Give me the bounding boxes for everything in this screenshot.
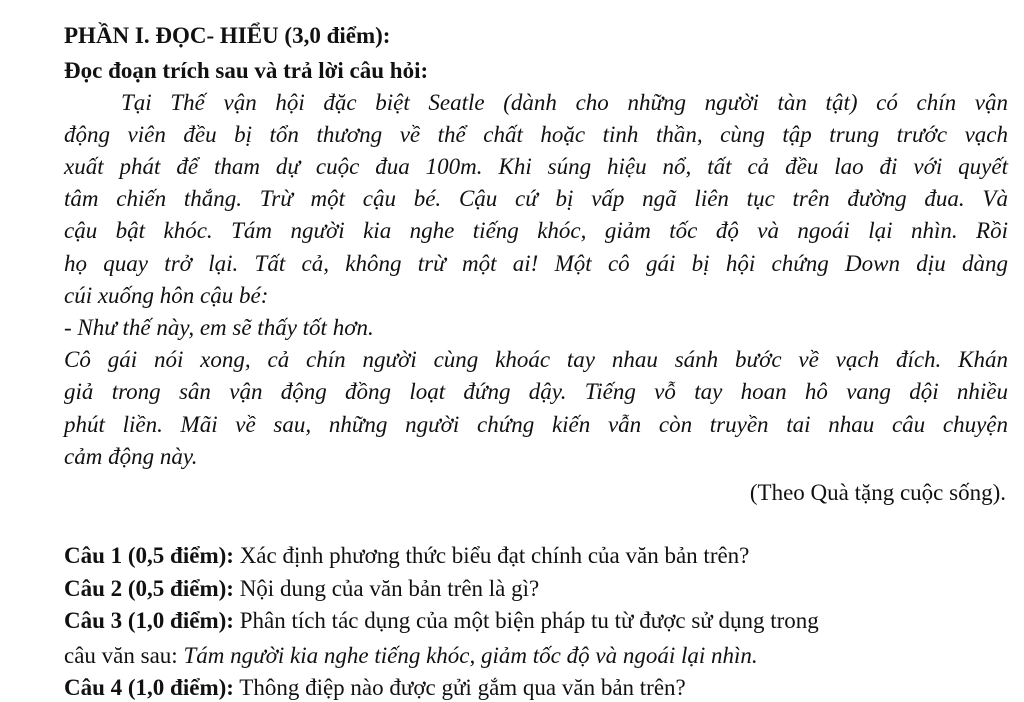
question-2 [64,575,539,603]
question-1 [64,542,749,570]
passage-line: xuất phát để tham dự cuộc đua 100m. Khi súng hiệu nổ, tất cả đều lao đi với quyết [64,154,1008,179]
question-label: Câu 3 (1,0 điểm): [64,608,234,633]
passage-line: cảm động này. [64,444,198,469]
question-text: Phân tích tác dụng của một biện pháp tu từ được sử dụng trong [233,608,819,633]
question-label: Câu 1 (0,5 điểm): [64,543,234,568]
passage-line: Tại Thế vận hội đặc biệt Seatle (dành cho những người tàn tật) có chín vận [121,90,1008,115]
question-text: Nội dung của văn bản trên là gì? [233,576,540,601]
section-heading: PHẦN I. ĐỌC- HIỂU (3,0 điểm): [64,23,391,48]
passage-line: phút liền. Mãi về sau, những người chứng kiến vẫn còn truyền tai nhau câu chuyện [64,412,1008,437]
question-text: Thông điệp nào được gửi gắm qua văn bản trên? [233,675,686,700]
question-4 [64,674,686,702]
passage-line: cậu bật khóc. Tám người kia nghe tiếng khóc, giảm tốc độ và ngoái lại nhìn. Rồi [64,218,1008,243]
passage-line: cúi xuống hôn cậu bé: [64,283,269,308]
question-label: Câu 2 (0,5 điểm): [64,576,234,601]
question-continuation-prefix: câu văn sau: [64,643,184,668]
passage-line: Cô gái nói xong, cả chín người cùng khoác tay nhau sánh bước về vạch đích. Khán [64,347,1008,372]
quoted-sentence: Tám người kia nghe tiếng khóc, giảm tốc độ và ngoái lại nhìn. [183,643,758,668]
question-3 [64,607,819,635]
passage-line: giả trong sân vận động đồng loạt đứng dậy. Tiếng vỗ tay hoan hô vang dội nhiều [64,379,1008,404]
question-text: Xác định phương thức biểu đạt chính của văn bản trên? [233,543,750,568]
passage-line: họ quay trở lại. Tất cả, không trừ một ai! Một cô gái bị hội chứng Down dịu dàng [64,251,1008,276]
passage-dialogue-line: - Như thế này, em sẽ thấy tốt hơn. [64,315,374,340]
passage-source: (Theo Quà tặng cuộc sống). [749,480,1006,505]
question-label: Câu 4 (1,0 điểm): [64,675,234,700]
question-3-continuation [64,642,758,670]
passage-line: tâm chiến thắng. Trừ một cậu bé. Cậu cứ bị vấp ngã liên tục trên đường đua. Và [64,186,1008,211]
passage-line: động viên đều bị tổn thương về thể chất hoặc tinh thần, cùng tập trung trước vạch [64,122,1008,147]
reading-instruction: Đọc đoạn trích sau và trả lời câu hỏi: [64,58,429,83]
